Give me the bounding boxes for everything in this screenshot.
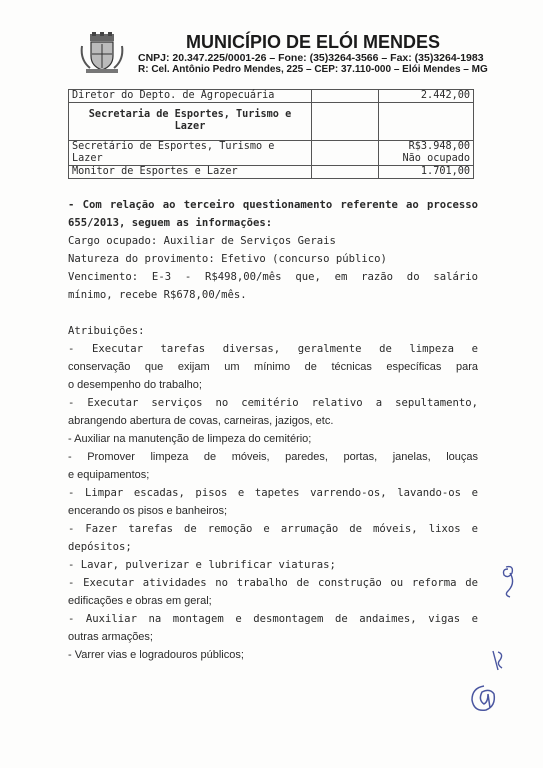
handwritten-initial-mark (498, 563, 522, 599)
table-cell-empty (379, 103, 474, 141)
intro-line: - Com relação ao terceiro questionamento referente ao processo (68, 199, 478, 211)
salary-table (68, 89, 474, 179)
vencimento-line: Vencimento: E-3 - R$498,00/mês que, em razão do salário (68, 271, 478, 283)
duty-line: abrangendo abertura de covas, carneiras, jazigos, etc. (68, 415, 334, 427)
document-body (68, 196, 478, 664)
salary-value: R$3.948,00 (408, 141, 470, 152)
duty-line: - Executar tarefas diversas, geralmente de limpeza e (68, 343, 478, 355)
duty-line: - Fazer tarefas de remoção e arrumação de móveis, lixos e (68, 523, 478, 535)
table-row (69, 141, 474, 166)
table-cell-role: Secretário de Esportes, Turismo e Lazer (69, 141, 312, 166)
table-cell-empty (312, 103, 379, 141)
duty-line: - Auxiliar na manutenção de limpeza do cemitério; (68, 433, 312, 445)
duty-line: o desempenho do trabalho; (68, 379, 202, 391)
table-cell-value (379, 141, 474, 166)
table-cell-role: Monitor de Esportes e Lazer (69, 166, 312, 179)
table-row (69, 166, 474, 179)
municipal-coat-of-arms-icon (80, 32, 124, 74)
table-cell-empty (312, 166, 379, 179)
duty-line: conservação que exijam um mínimo de técnicas específicas para (68, 361, 478, 373)
intro-line: 655/2013, seguem as informações: (68, 217, 273, 229)
duty-line: - Auxiliar na montagem e desmontagem de andaimes, vigas e (68, 613, 478, 625)
duty-line: - Promover limpeza de móveis, paredes, portas, janelas, louças (68, 451, 478, 463)
occupancy-status: Não ocupado (402, 153, 470, 164)
duty-line: encerando os pisos e banheiros; (68, 505, 227, 517)
duty-line: - Varrer vias e logradouros públicos; (68, 649, 244, 661)
duty-line: outras armações; (68, 631, 153, 643)
handwritten-signature-mark (466, 680, 502, 716)
table-section-heading: Secretaria de Esportes, Turismo e Lazer (69, 103, 312, 141)
natureza-line: Natureza do provimento: Efetivo (concurso público) (68, 253, 387, 265)
duty-line: depósitos; (68, 541, 132, 553)
duty-line: - Limpar escadas, pisos e tapetes varrendo-os, lavando-os e (68, 487, 478, 499)
atribuicoes-heading: Atribuições: (68, 325, 145, 337)
table-section-row (69, 103, 474, 141)
table-cell-empty (312, 90, 379, 103)
vencimento-line: mínimo, recebe R$678,00/mês. (68, 289, 247, 301)
duty-line: e equipamentos; (68, 469, 150, 481)
handwritten-page-mark (490, 648, 506, 672)
municipality-title: MUNICÍPIO DE ELÓI MENDES (186, 32, 441, 52)
address-line: R: Cel. Antônio Pedro Mendes, 225 – CEP: 37.110-000 – Elói Mendes – MG (138, 64, 488, 75)
table-row (69, 90, 474, 103)
table-cell-role: Diretor do Depto. de Agropecuária (69, 90, 312, 103)
table-cell-value: 1.701,00 (379, 166, 474, 179)
table-cell-value: 2.442,00 (379, 90, 474, 103)
duty-line: - Lavar, pulverizar e lubrificar viaturas; (68, 559, 336, 571)
table-cell-empty (312, 141, 379, 166)
duty-line: - Executar serviços no cemitério relativo a sepultamento, (68, 397, 478, 409)
duty-line: - Executar atividades no trabalho de construção ou reforma de (68, 577, 478, 589)
cargo-line: Cargo ocupado: Auxiliar de Serviços Gerais (68, 235, 336, 247)
contact-line: CNPJ: 20.347.225/0001-26 – Fone: (35)3264-3566 – Fax: (35)3264-1983 (138, 52, 484, 64)
duty-line: edificações e obras em geral; (68, 595, 212, 607)
